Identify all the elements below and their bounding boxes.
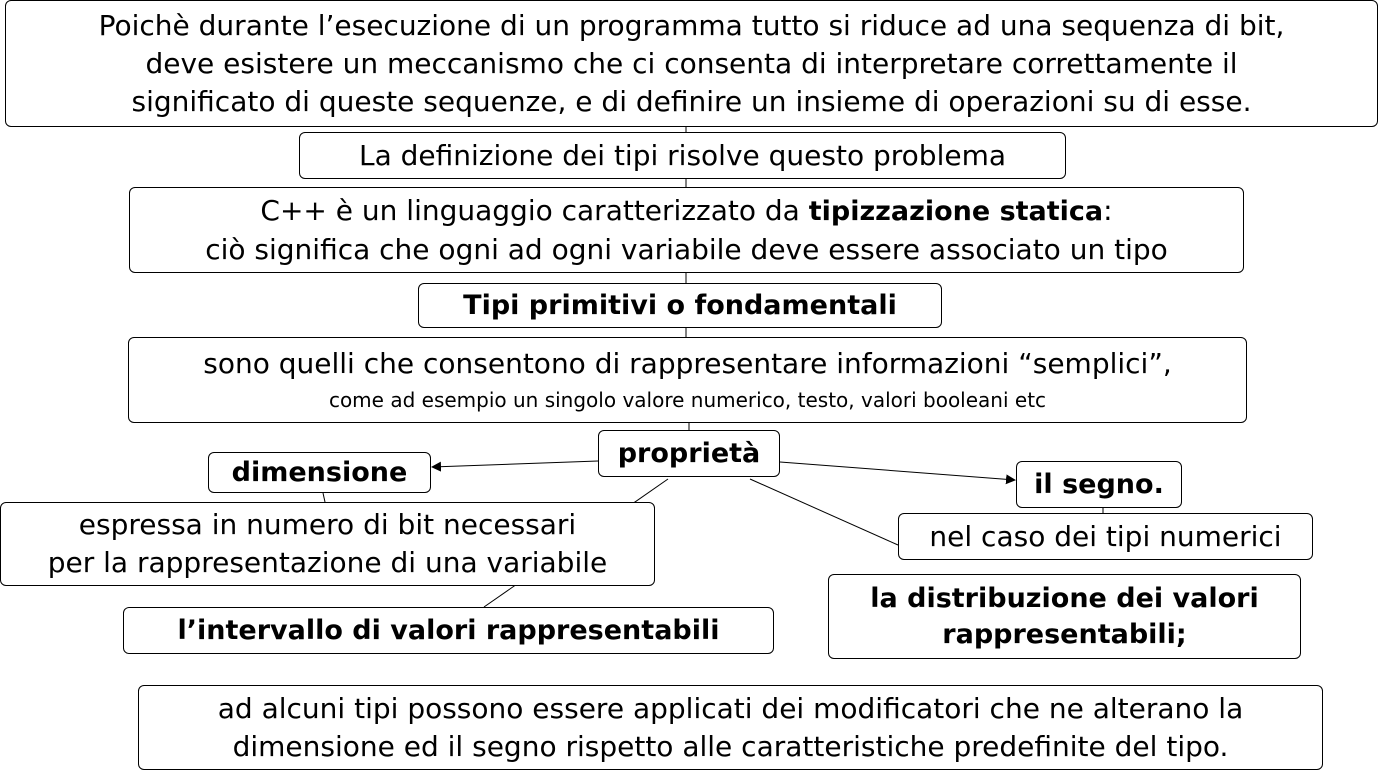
cpp-line-1 xyxy=(260,192,1112,231)
intro-line-2: deve esistere un meccanismo che ci consenta di interpretare correttamente il xyxy=(145,46,1238,80)
node-modificatori xyxy=(138,685,1323,770)
modificatori-line-2: dimensione ed il segno rispetto alle caratteristiche predefinite del tipo. xyxy=(232,729,1229,763)
node-distribuzione xyxy=(828,574,1301,659)
tipi-primitivi-text: Tipi primitivi o fondamentali xyxy=(463,289,897,321)
node-definizione xyxy=(299,132,1066,179)
sono-quelli-line-1: sono quelli che consentono di rappresentare informazioni “semplici”, xyxy=(203,347,1172,380)
node-tipi-primitivi xyxy=(418,283,942,328)
cpp-text-bold: tipizzazione statica xyxy=(808,195,1104,227)
cpp-text-after: : xyxy=(1103,193,1113,227)
node-espressa xyxy=(0,502,655,586)
proprieta-text: proprietà xyxy=(617,437,761,469)
distribuzione-line-2: rappresentabili; xyxy=(942,618,1187,650)
cpp-text-before: C++ è un linguaggio caratterizzato da xyxy=(260,193,809,227)
espressa-line-2: per la rappresentazione di una variabile xyxy=(47,546,608,579)
intervallo-text: l’intervallo di valori rappresentabili xyxy=(177,614,720,646)
node-intro xyxy=(5,0,1378,127)
nel-caso-text: nel caso dei tipi numerici xyxy=(929,519,1282,553)
node-dimensione xyxy=(208,452,431,493)
intro-line-3: significato di queste sequenze, e di definire un insieme di operazioni su di esse. xyxy=(131,84,1252,118)
segno-text: il segno. xyxy=(1034,468,1164,500)
node-intervallo xyxy=(123,607,774,654)
link-proprieta-distribuzione xyxy=(750,479,898,545)
cpp-line-2: ciò significa che ogni ad ogni variabile deve essere associato un tipo xyxy=(205,232,1168,266)
arrow-proprieta-segno xyxy=(780,462,1015,480)
arrow-proprieta-dimensione xyxy=(432,461,598,467)
distribuzione-line-1: la distribuzione dei valori xyxy=(870,582,1259,614)
dimensione-text: dimensione xyxy=(231,456,408,488)
intro-line-1: Poichè durante l’esecuzione di un programma tutto si riduce ad una sequenza di bit, xyxy=(98,8,1285,42)
espressa-line-1: espressa in numero di bit necessari xyxy=(78,508,577,541)
sono-quelli-line-2: come ad esempio un singolo valore numerico, testo, valori booleani etc xyxy=(328,388,1047,412)
modificatori-line-1: ad alcuni tipi possono essere applicati dei modificatori che ne alterano la xyxy=(217,691,1244,725)
node-sono-quelli xyxy=(128,337,1247,423)
node-cpp xyxy=(129,187,1244,273)
node-segno xyxy=(1016,461,1182,508)
node-nel-caso xyxy=(898,513,1313,560)
link-dimensione-espressa xyxy=(323,493,325,502)
node-proprieta xyxy=(598,430,780,477)
definizione-text: La definizione dei tipi risolve questo problema xyxy=(358,138,1007,172)
